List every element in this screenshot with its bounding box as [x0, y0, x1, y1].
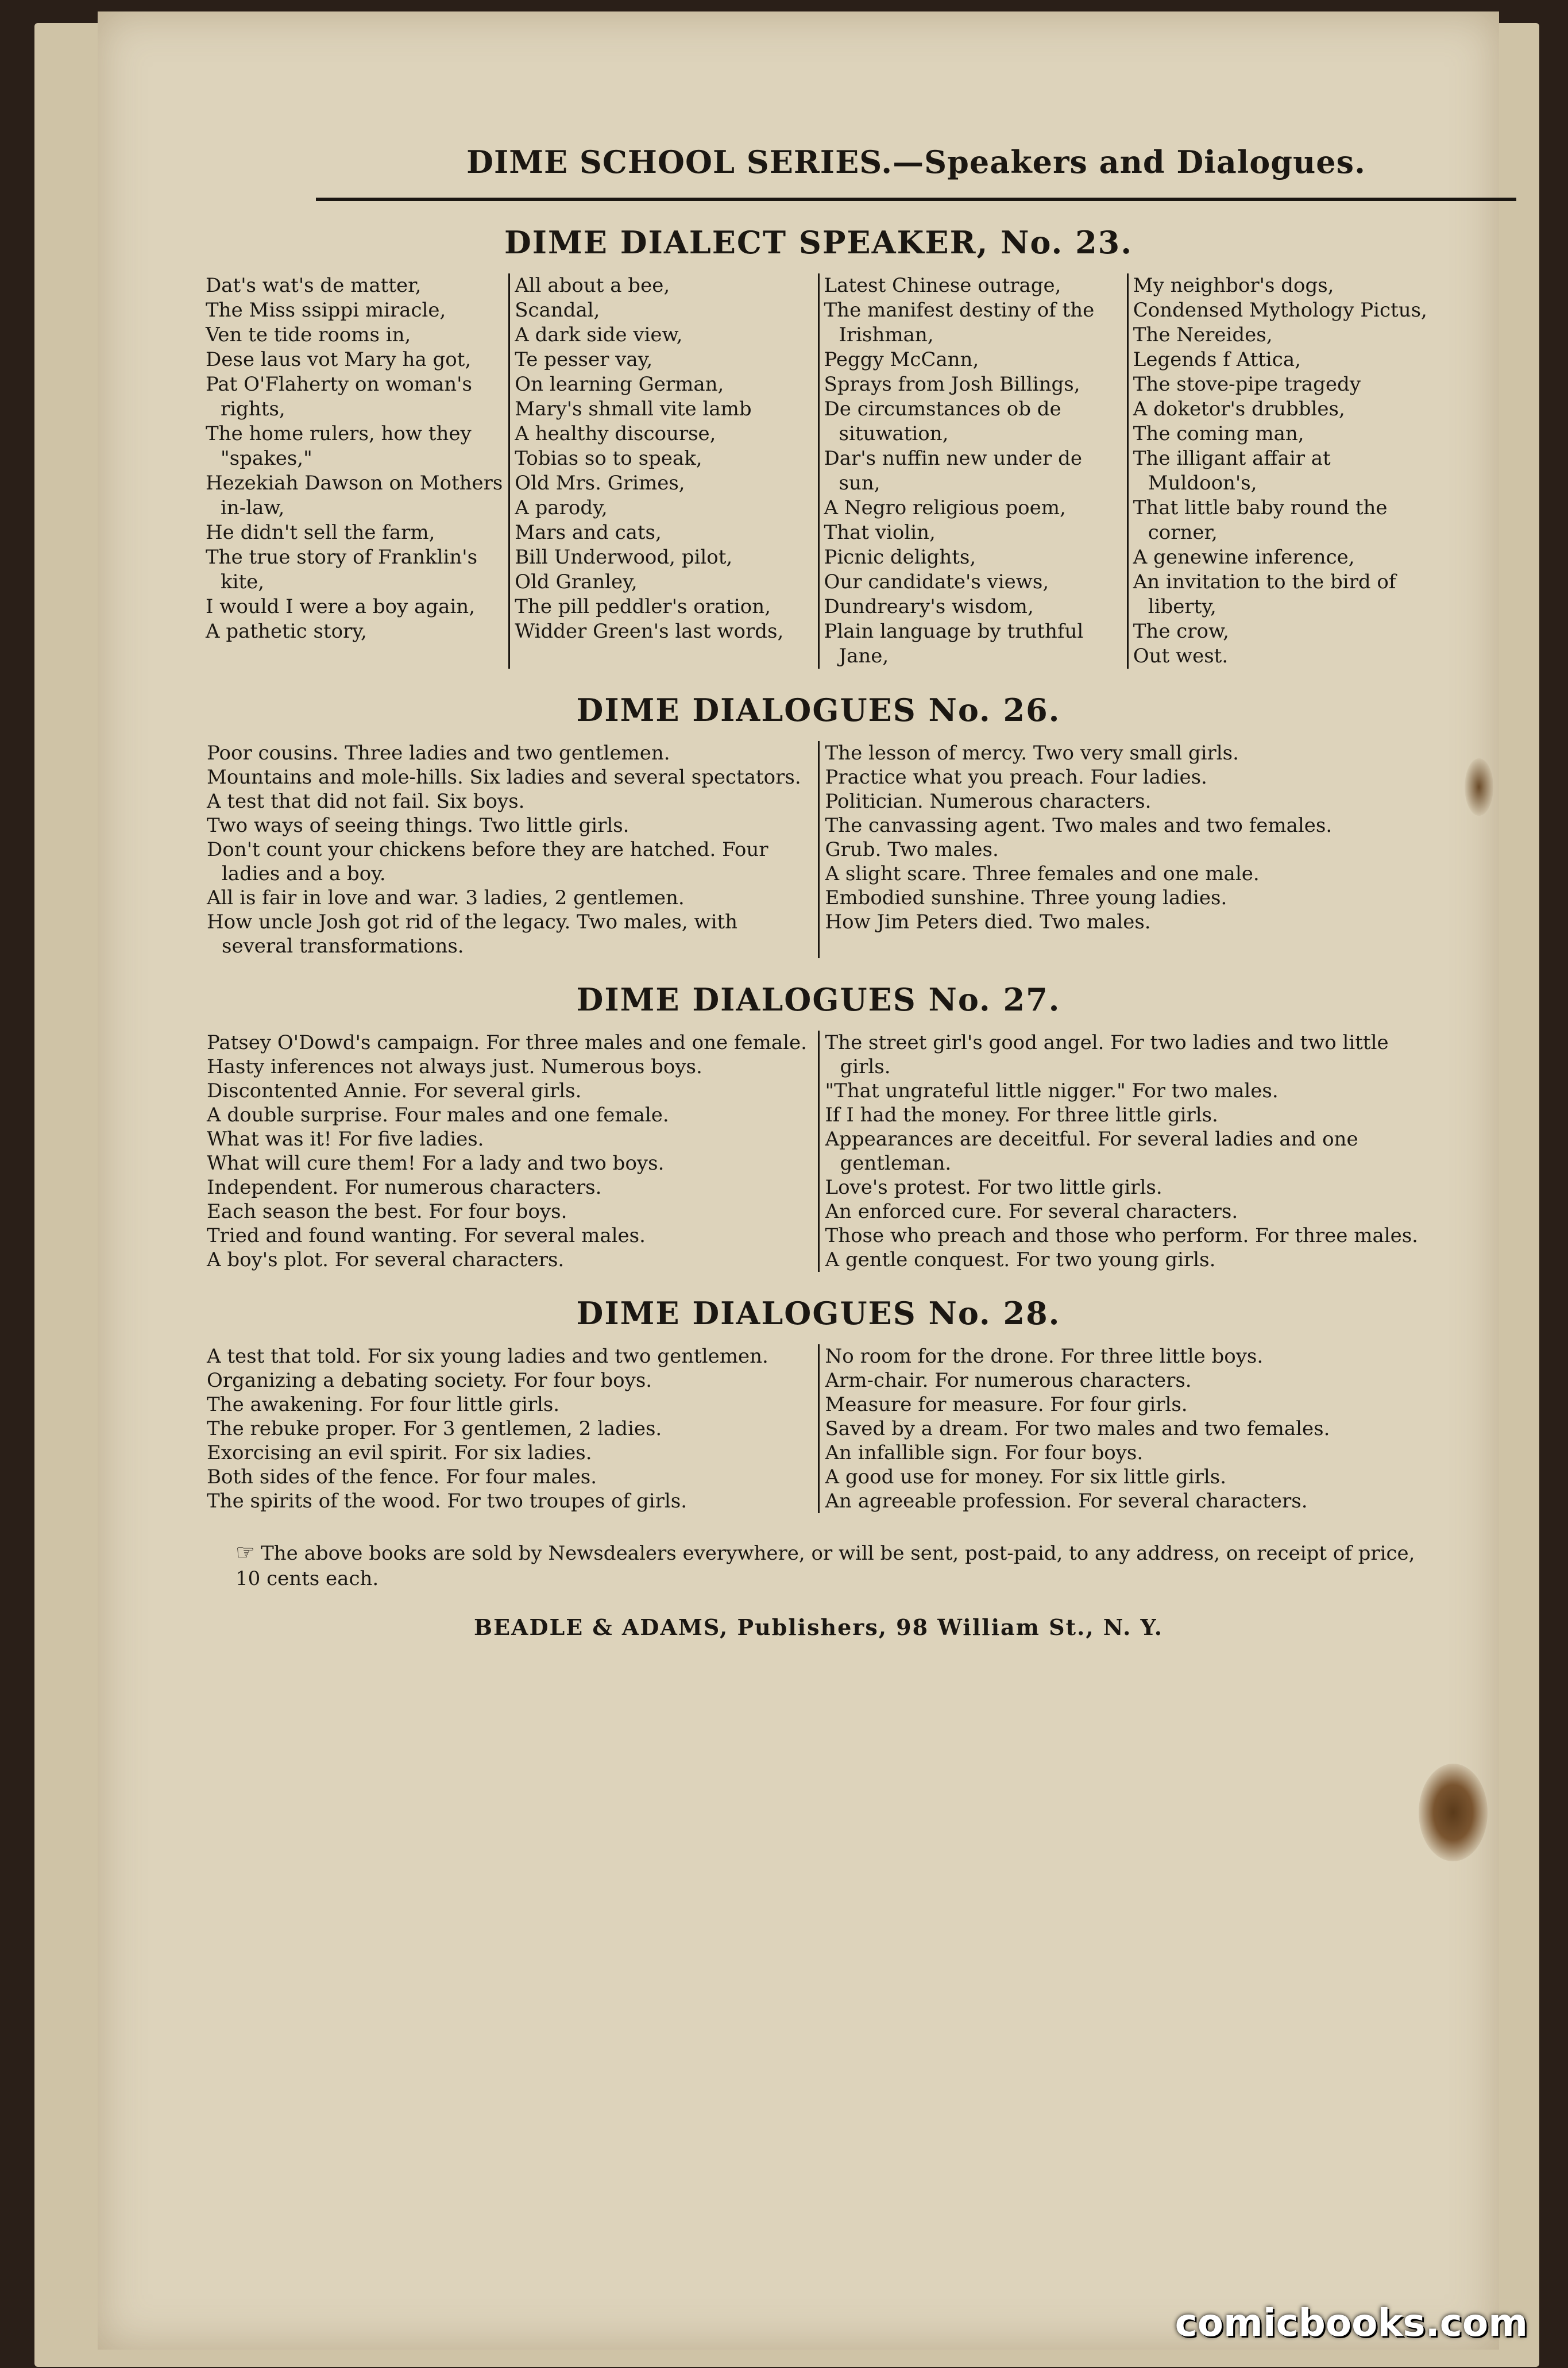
list-entry: Politician. Numerous characters. — [825, 790, 1152, 813]
section-title: DIME DIALECT SPEAKER, No. 23. — [504, 224, 1133, 261]
list-entry: Dundreary's wisdom, — [824, 595, 1034, 618]
list-entry: A test that did not fail. Six boys. — [207, 790, 525, 813]
list-entry: The crow, — [1133, 620, 1229, 643]
list-entry: That violin, — [824, 521, 936, 544]
section-speaker-23 — [201, 224, 1436, 669]
section-title: DIME DIALOGUES No. 27. — [576, 981, 1061, 1018]
list-entry: A genewine inference, — [1133, 546, 1355, 569]
list-entry: Those who preach and those who perform. For three males. — [825, 1224, 1418, 1247]
list-entry: Old Granley, — [515, 570, 638, 593]
list-entry: Measure for measure. For four girls. — [825, 1393, 1188, 1416]
section-title: DIME DIALOGUES No. 26. — [576, 692, 1061, 728]
list-entry: If I had the money. For three little girls. — [825, 1104, 1218, 1127]
paper-stain — [1419, 1764, 1488, 1861]
list-entry: The canvassing agent. Two males and two females. — [825, 814, 1333, 837]
list-entry: Legends f Attica, — [1133, 348, 1301, 371]
list-entry: Scandal, — [515, 299, 600, 322]
list-entry: Poor cousins. Three ladies and two gentlemen. — [207, 742, 670, 765]
list-entry: On learning German, — [515, 373, 724, 396]
list-entry: The Miss ssippi miracle, — [206, 299, 446, 322]
list-entry: Out west. — [1133, 645, 1229, 668]
paper-stain — [1465, 758, 1493, 816]
site-watermark: comicbooks.com — [1175, 2301, 1528, 2345]
list-entry: What will cure them! For a lady and two boys. — [207, 1152, 665, 1175]
list-entry: A Negro religious poem, — [824, 496, 1066, 519]
list-entry: The awakening. For four little girls. — [207, 1393, 560, 1416]
list-entry: The manifest destiny of the Irishman, — [824, 299, 1095, 346]
list-entry: Plain language by truthful Jane, — [824, 620, 1084, 668]
list-entry: Each season the best. For four boys. — [207, 1200, 567, 1223]
list-entry: Mountains and mole-hills. Six ladies and several spectators. — [207, 766, 801, 789]
list-entry: Mary's shmall vite lamb — [515, 398, 752, 421]
list-entry: What was it! For five ladies. — [207, 1128, 484, 1151]
speaker-column-3 — [818, 273, 1127, 669]
section-dialogues-27 — [201, 981, 1436, 1272]
dialogue-columns — [201, 741, 1436, 958]
list-entry: An enforced cure. For several characters. — [825, 1200, 1238, 1223]
dialogue-column-left — [201, 1344, 818, 1513]
dialogue-column-right — [818, 741, 1436, 958]
list-entry: Embodied sunshine. Three young ladies. — [825, 886, 1227, 909]
list-entry: Organizing a debating society. For four boys. — [207, 1369, 652, 1392]
dialogue-column-right — [818, 1031, 1436, 1272]
list-entry: Tried and found wanting. For several males. — [207, 1224, 646, 1247]
list-entry: Arm-chair. For numerous characters. — [825, 1369, 1192, 1392]
section-dialogues-26 — [201, 692, 1436, 958]
list-entry: A healthy discourse, — [515, 422, 716, 445]
list-entry: "That ungrateful little nigger." For two males. — [825, 1079, 1279, 1102]
list-entry: A parody, — [515, 496, 608, 519]
list-entry: A good use for money. For six little girls. — [825, 1465, 1227, 1488]
dialogue-columns — [201, 1344, 1436, 1513]
section-dialogues-28 — [201, 1295, 1436, 1513]
list-entry: Bill Underwood, pilot, — [515, 546, 733, 569]
list-entry: No room for the drone. For three little boys. — [825, 1345, 1264, 1368]
list-entry: Saved by a dream. For two males and two females. — [825, 1417, 1330, 1440]
speaker-column-4 — [1127, 273, 1436, 669]
list-entry: An invitation to the bird of liberty, — [1133, 570, 1396, 618]
list-entry: Don't count your chickens before they are hatched. Four ladies and a boy. — [207, 838, 768, 885]
list-entry: Hasty inferences not always just. Numerous boys. — [207, 1055, 702, 1078]
list-entry: The pill peddler's oration, — [515, 595, 771, 618]
list-entry: Pat O'Flaherty on woman's rights, — [206, 373, 472, 421]
list-entry: Patsey O'Dowd's campaign. For three males and one female. — [207, 1031, 807, 1054]
pointing-hand-icon: ☞ — [235, 1540, 256, 1565]
list-entry: The home rulers, how they "spakes," — [206, 422, 472, 470]
list-entry: Ven te tide rooms in, — [206, 323, 411, 346]
list-entry: An infallible sign. For four boys. — [825, 1441, 1144, 1464]
section-title: DIME DIALOGUES No. 28. — [576, 1295, 1061, 1332]
list-entry: The true story of Franklin's kite, — [206, 546, 478, 593]
list-entry: A test that told. For six young ladies and two gentlemen. — [207, 1345, 768, 1368]
list-entry: Both sides of the fence. For four males. — [207, 1465, 597, 1488]
dialogue-columns — [201, 1031, 1436, 1272]
list-entry: A dark side view, — [515, 323, 683, 346]
list-entry: Dese laus vot Mary ha got, — [206, 348, 472, 371]
list-entry: The rebuke proper. For 3 gentlemen, 2 ladies. — [207, 1417, 662, 1440]
sales-note-text: The above books are sold by Newsdealers everywhere, or will be sent, post-paid, to any address, on receipt of price, 10 cents each. — [235, 1542, 1415, 1590]
list-entry: The street girl's good angel. For two ladies and two little girls. — [825, 1031, 1389, 1078]
list-entry: Love's protest. For two little girls. — [825, 1176, 1163, 1199]
list-entry: Tobias so to speak, — [515, 447, 702, 470]
list-entry: Old Mrs. Grimes, — [515, 472, 685, 495]
speaker-column-2 — [508, 273, 817, 669]
list-entry: My neighbor's dogs, — [1133, 274, 1334, 297]
list-entry: Exorcising an evil spirit. For six ladies. — [207, 1441, 592, 1464]
list-entry: A pathetic story, — [206, 620, 367, 643]
list-entry: The lesson of mercy. Two very small girls. — [825, 742, 1239, 765]
list-entry: He didn't sell the farm, — [206, 521, 435, 544]
list-entry: The illigant affair at Muldoon's, — [1133, 447, 1331, 495]
list-entry: Mars and cats, — [515, 521, 662, 544]
list-entry: That little baby round the corner, — [1133, 496, 1388, 544]
dialogue-column-right — [818, 1344, 1436, 1513]
list-entry: Dar's nuffin new under de sun, — [824, 447, 1082, 495]
dialogue-column-left — [201, 741, 818, 958]
list-entry: Widder Green's last words, — [515, 620, 784, 643]
list-entry: Latest Chinese outrage, — [824, 274, 1061, 297]
list-entry: Dat's wat's de matter, — [206, 274, 422, 297]
list-entry: Condensed Mythology Pictus, — [1133, 299, 1427, 322]
series-header: DIME SCHOOL SERIES.—Speakers and Dialogues. — [316, 144, 1516, 201]
list-entry: Discontented Annie. For several girls. — [207, 1079, 582, 1102]
list-entry: Two ways of seeing things. Two little girls. — [207, 814, 629, 837]
list-entry: A gentle conquest. For two young girls. — [825, 1248, 1216, 1271]
list-entry: Peggy McCann, — [824, 348, 979, 371]
list-entry: An agreeable profession. For several characters. — [825, 1490, 1308, 1513]
list-entry: The Nereides, — [1133, 323, 1273, 346]
list-entry: All about a bee, — [515, 274, 670, 297]
list-entry: The stove-pipe tragedy — [1133, 373, 1361, 396]
list-entry: Te pesser vay, — [515, 348, 653, 371]
list-entry: A double surprise. Four males and one female. — [207, 1104, 669, 1127]
list-entry: A slight scare. Three females and one male. — [825, 862, 1260, 885]
list-entry: How uncle Josh got rid of the legacy. Two males, with several transformations. — [207, 911, 738, 958]
list-entry: Practice what you preach. Four ladies. — [825, 766, 1207, 789]
list-entry: Independent. For numerous characters. — [207, 1176, 602, 1199]
list-entry: Appearances are deceitful. For several ladies and one gentleman. — [825, 1128, 1358, 1175]
list-entry: Picnic delights, — [824, 546, 976, 569]
list-entry: A boy's plot. For several characters. — [207, 1248, 565, 1271]
list-entry: Our candidate's views, — [824, 570, 1049, 593]
publisher-line: BEADLE & ADAMS, Publishers, 98 William St., N. Y. — [473, 1614, 1164, 1640]
list-entry: The spirits of the wood. For two troupes of girls. — [207, 1490, 688, 1513]
dialogue-column-left — [201, 1031, 818, 1272]
list-entry: Grub. Two males. — [825, 838, 999, 861]
list-entry: How Jim Peters died. Two males. — [825, 911, 1151, 934]
list-entry: A doketor's drubbles, — [1133, 398, 1345, 421]
sales-note — [201, 1540, 1436, 1591]
list-entry: All is fair in love and war. 3 ladies, 2 gentlemen. — [207, 886, 685, 909]
list-entry: Sprays from Josh Billings, — [824, 373, 1080, 396]
page-content — [201, 144, 1436, 1640]
list-entry: I would I were a boy again, — [206, 595, 476, 618]
speaker-column-1 — [201, 273, 508, 669]
speaker-columns — [201, 273, 1436, 669]
list-entry: Hezekiah Dawson on Mothers in-law, — [206, 472, 503, 519]
list-entry: The coming man, — [1133, 422, 1304, 445]
list-entry: De circumstances ob de situwation, — [824, 398, 1061, 445]
